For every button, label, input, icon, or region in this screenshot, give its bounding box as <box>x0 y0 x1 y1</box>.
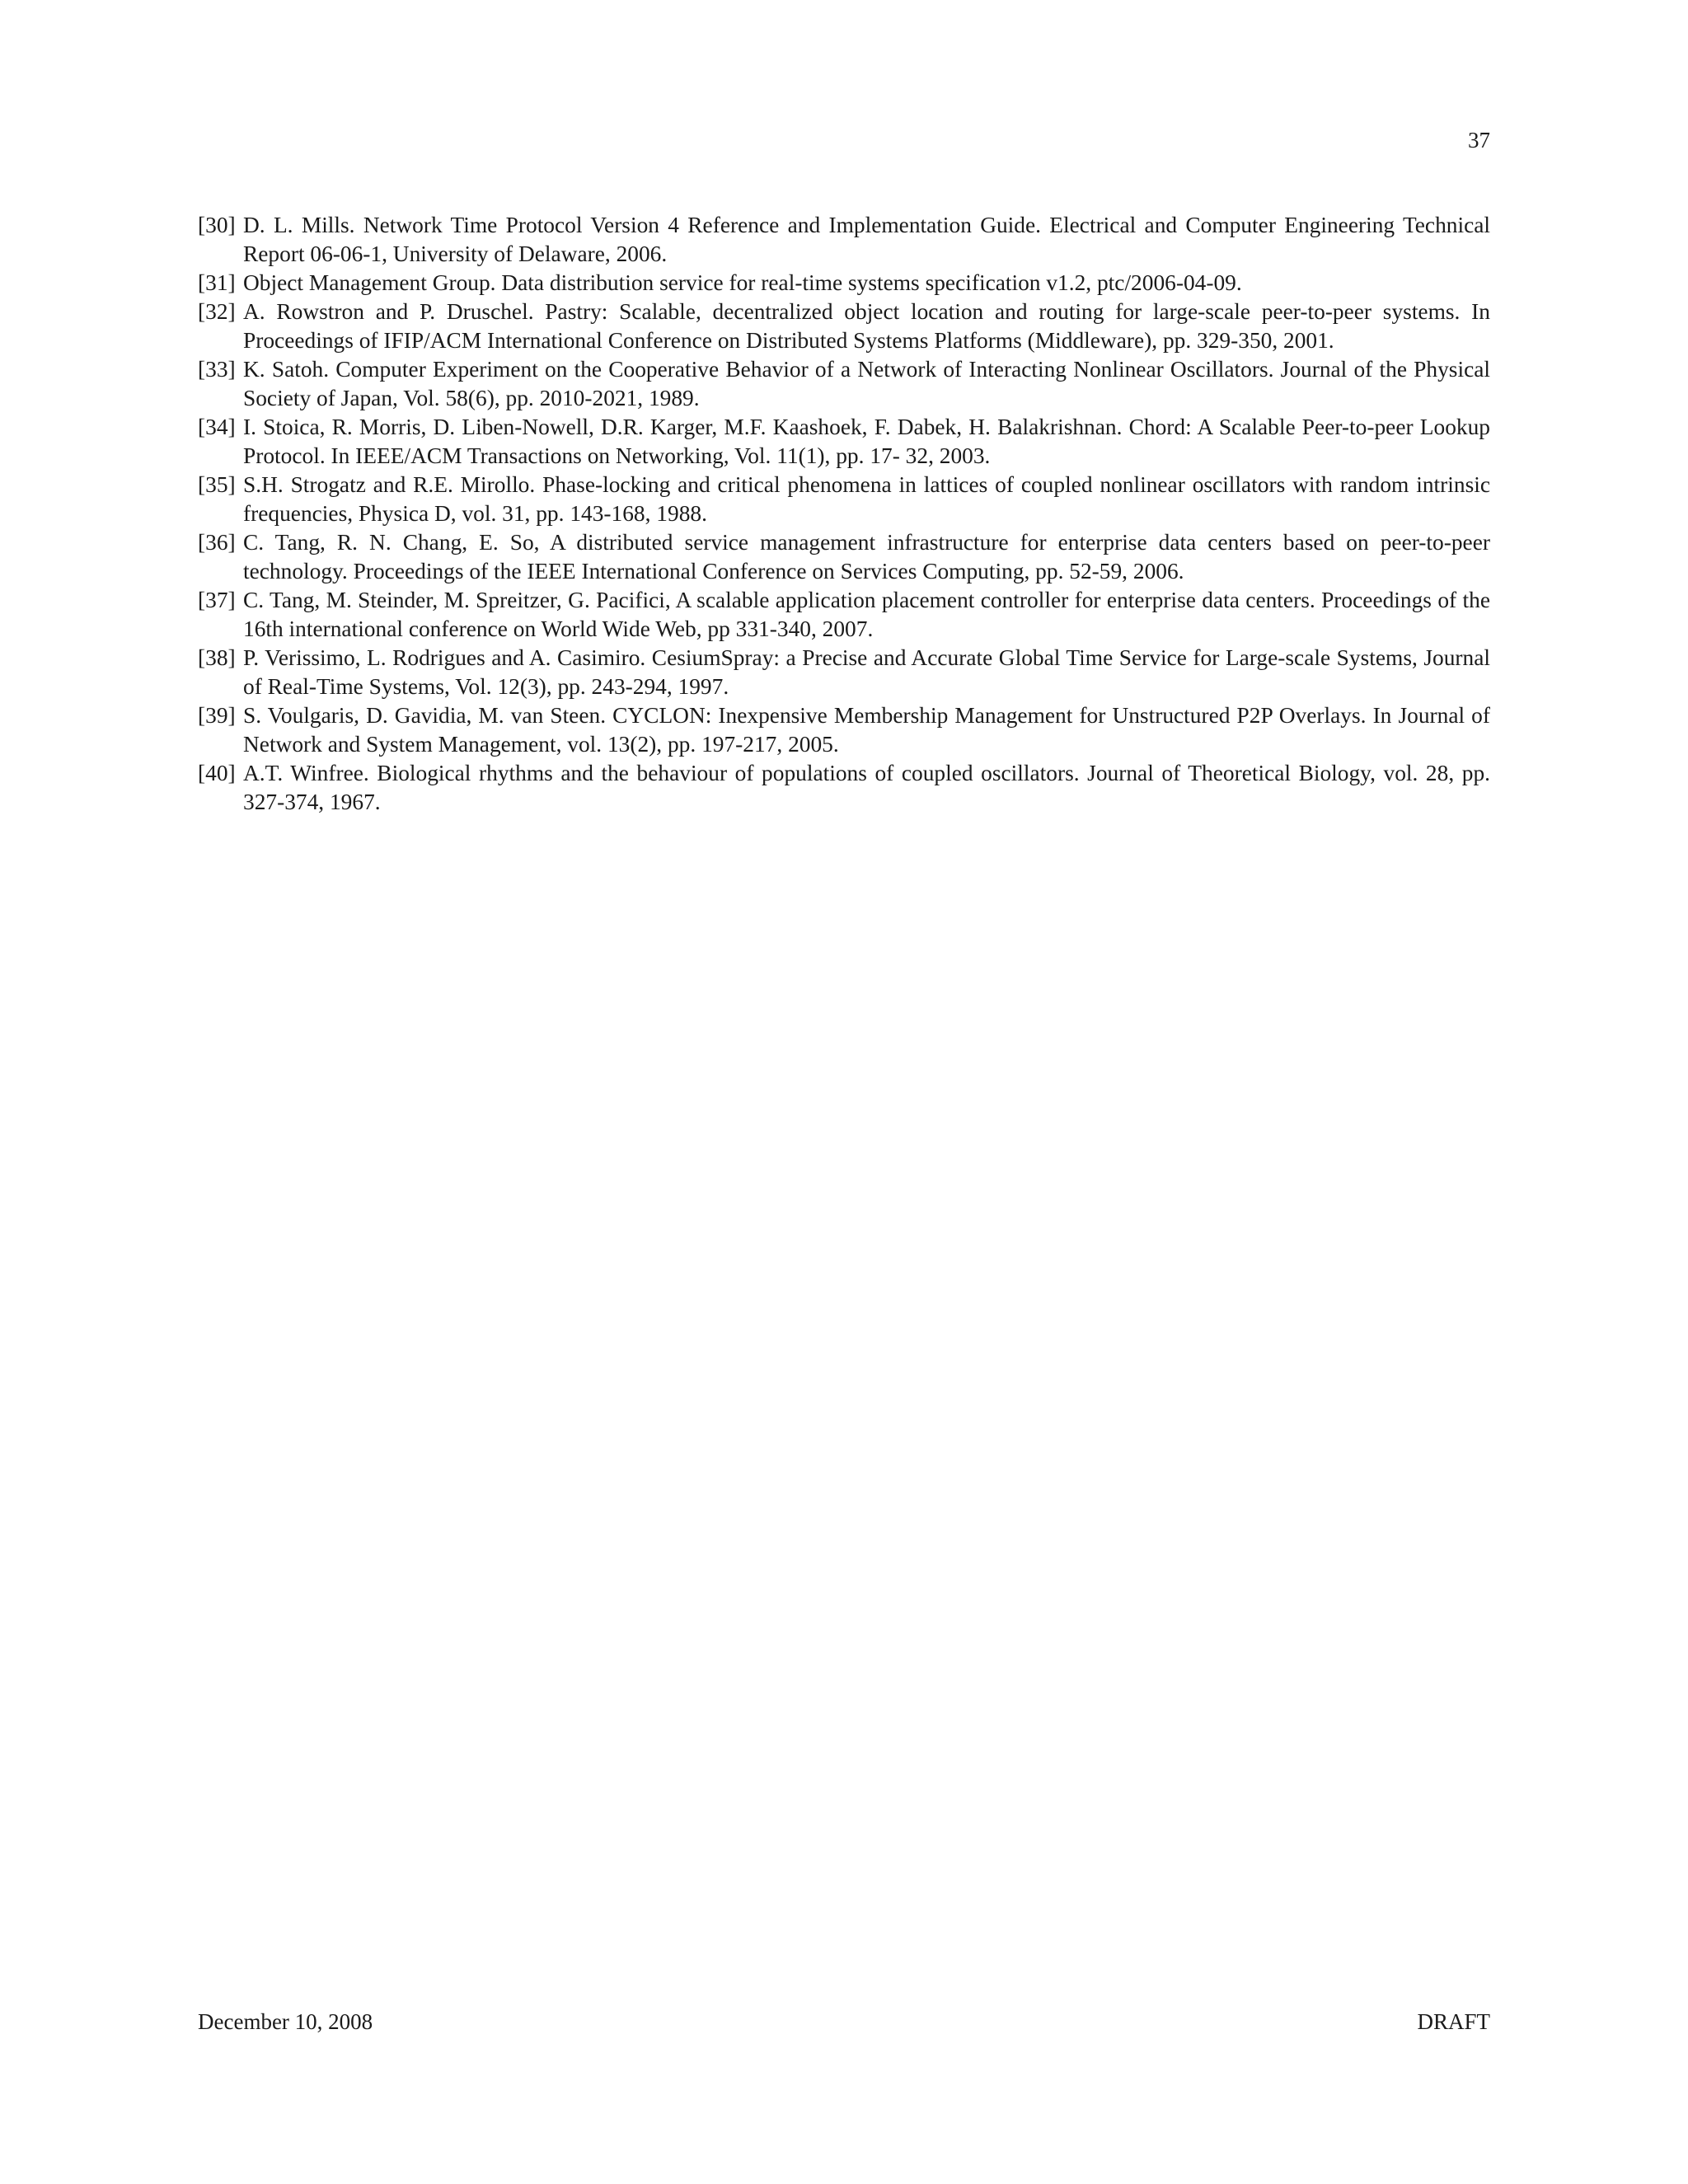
reference-label: [35] <box>198 472 236 497</box>
reference-label: [32] <box>198 299 236 324</box>
reference-text: S.H. Strogatz and R.E. Mirollo. Phase-locking and critical phenomena in lattices of coupled nonlinear oscillators with random intrinsic frequencies, Physica D, vol. 31, pp. 143-168, 1988. <box>243 472 1490 526</box>
reference-item <box>198 701 1490 759</box>
reference-list <box>198 211 1490 817</box>
reference-text: K. Satoh. Computer Experiment on the Cooperative Behavior of a Network of Interacting Nonlinear Oscillators. Journal of the Physical Society of Japan, Vol. 58(6), pp. 2010-2021, 1989. <box>243 357 1490 410</box>
reference-text: D. L. Mills. Network Time Protocol Version 4 Reference and Implementation Guide. Electrical and Computer Engineering Technical Report 06-06-1, University of Delaware, 2006. <box>243 213 1490 266</box>
reference-text: A.T. Winfree. Biological rhythms and the behaviour of populations of coupled oscillators. Journal of Theoretical Biology, vol. 28, pp. 327-374, 1967. <box>243 761 1490 814</box>
reference-item <box>198 759 1490 817</box>
page-number: 37 <box>1468 128 1490 152</box>
reference-item <box>198 298 1490 355</box>
reference-text: C. Tang, R. N. Chang, E. So, A distributed service management infrastructure for enterprise data centers based on peer-to-peer technology. Proceedings of the IEEE International Conference on Services Computing, pp. 52-59, 2006. <box>243 530 1490 583</box>
reference-text: C. Tang, M. Steinder, M. Spreitzer, G. Pacifici, A scalable application placement controller for enterprise data centers. Proceedings of the 16th international conference on World Wide Web, pp 331-340, 2007. <box>243 588 1490 641</box>
reference-label: [34] <box>198 415 236 439</box>
reference-text: A. Rowstron and P. Druschel. Pastry: Scalable, decentralized object location and routing for large-scale peer-to-peer systems. In Proceedings of IFIP/ACM International Conference on Distributed Systems Platforms (Middleware), pp. 329-350, 2001. <box>243 299 1490 353</box>
reference-label: [33] <box>198 357 236 382</box>
reference-text: Object Management Group. Data distribution service for real-time systems specification v1.2, ptc/2006-04-09. <box>243 270 1242 295</box>
reference-item <box>198 644 1490 701</box>
reference-label: [37] <box>198 588 236 612</box>
reference-label: [30] <box>198 213 236 237</box>
reference-item <box>198 269 1490 298</box>
reference-text: I. Stoica, R. Morris, D. Liben-Nowell, D.R. Karger, M.F. Kaashoek, F. Dabek, H. Balakrishnan. Chord: A Scalable Peer-to-peer Lookup Protocol. In IEEE/ACM Transactions on Networking, Vol. 11(1), pp. 17- 32, 2003. <box>243 415 1490 468</box>
reference-label: [36] <box>198 530 236 555</box>
reference-item <box>198 528 1490 586</box>
reference-label: [31] <box>198 270 236 295</box>
reference-label: [40] <box>198 761 236 785</box>
footer-date: December 10, 2008 <box>198 2009 373 2034</box>
reference-label: [39] <box>198 703 236 728</box>
reference-label: [38] <box>198 645 236 670</box>
footer-draft-label: DRAFT <box>1417 2009 1490 2034</box>
reference-item <box>198 471 1490 528</box>
reference-item <box>198 586 1490 644</box>
reference-text: S. Voulgaris, D. Gavidia, M. van Steen. CYCLON: Inexpensive Membership Management for Unstructured P2P Overlays. In Journal of Network and System Management, vol. 13(2), pp. 197-217, 2005. <box>243 703 1490 757</box>
reference-item <box>198 211 1490 269</box>
reference-text: P. Verissimo, L. Rodrigues and A. Casimiro. CesiumSpray: a Precise and Accurate Global Time Service for Large-scale Systems, Journal of Real-Time Systems, Vol. 12(3), pp. 243-294, 1997. <box>243 645 1490 699</box>
reference-item <box>198 355 1490 413</box>
reference-item <box>198 413 1490 471</box>
